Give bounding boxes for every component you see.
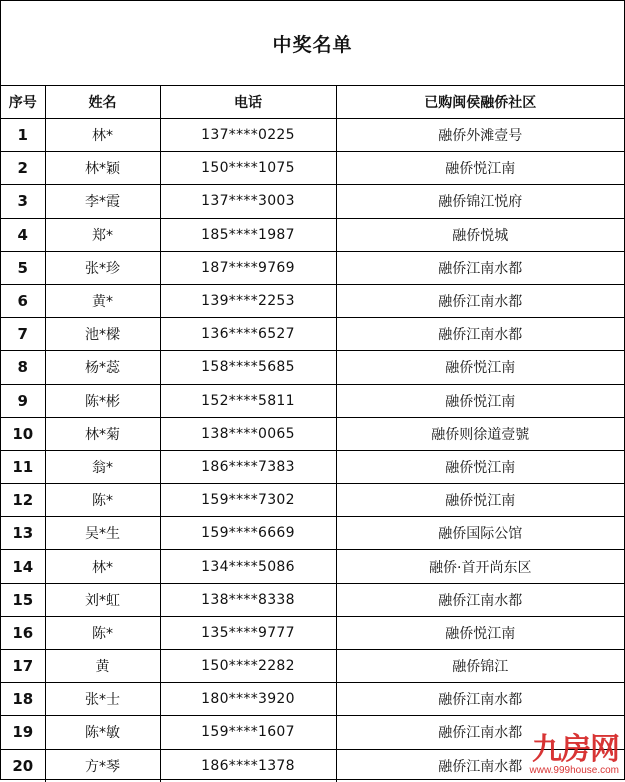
row-name: 吴*生 xyxy=(45,517,160,550)
table-row xyxy=(1,650,624,683)
row-phone: 159****7302 xyxy=(160,484,336,517)
table-row xyxy=(1,450,624,483)
table-row xyxy=(1,583,624,616)
row-number: 7 xyxy=(1,318,45,351)
row-community: 融侨悦江南 xyxy=(336,484,624,517)
row-phone: 137****0225 xyxy=(160,119,336,152)
row-phone: 159****6669 xyxy=(160,517,336,550)
row-name: 张*珍 xyxy=(45,251,160,284)
row-name: 林*颖 xyxy=(45,152,160,185)
row-number: 10 xyxy=(1,417,45,450)
row-community: 融侨江南水都 xyxy=(336,716,624,749)
row-number: 18 xyxy=(1,683,45,716)
row-number: 11 xyxy=(1,450,45,483)
row-number: 4 xyxy=(1,218,45,251)
row-phone: 152****5811 xyxy=(160,384,336,417)
table-row xyxy=(1,550,624,583)
row-community: 融侨外滩壹号 xyxy=(336,119,624,152)
table-body xyxy=(1,119,624,782)
row-number: 19 xyxy=(1,716,45,749)
row-name: 翁* xyxy=(45,450,160,483)
row-number: 2 xyxy=(1,152,45,185)
row-phone: 134****5086 xyxy=(160,550,336,583)
row-name: 陈*敏 xyxy=(45,716,160,749)
row-community: 融侨·首开尚东区 xyxy=(336,550,624,583)
row-community: 融侨江南水都 xyxy=(336,251,624,284)
row-community: 融侨悦江南 xyxy=(336,450,624,483)
row-number: 16 xyxy=(1,616,45,649)
row-phone: 150****2282 xyxy=(160,650,336,683)
header-name: 姓名 xyxy=(45,86,160,119)
row-community: 融侨江南水都 xyxy=(336,583,624,616)
row-community: 融侨江南水都 xyxy=(336,284,624,317)
row-name: 林* xyxy=(45,119,160,152)
row-number: 20 xyxy=(1,749,45,782)
row-phone: 139****2253 xyxy=(160,284,336,317)
row-name: 池*樑 xyxy=(45,318,160,351)
row-name: 郑* xyxy=(45,218,160,251)
row-community: 融侨锦江悦府 xyxy=(336,185,624,218)
row-phone: 158****5685 xyxy=(160,351,336,384)
row-name: 黄 xyxy=(45,650,160,683)
table-row xyxy=(1,318,624,351)
row-phone: 186****7383 xyxy=(160,450,336,483)
row-phone: 185****1987 xyxy=(160,218,336,251)
table-row xyxy=(1,251,624,284)
row-phone: 137****3003 xyxy=(160,185,336,218)
table-row xyxy=(1,284,624,317)
row-name: 陈* xyxy=(45,484,160,517)
row-community: 融侨国际公馆 xyxy=(336,517,624,550)
row-community: 融侨江南水都 xyxy=(336,683,624,716)
header-phone: 电话 xyxy=(160,86,336,119)
row-name: 杨*蕊 xyxy=(45,351,160,384)
row-number: 12 xyxy=(1,484,45,517)
row-number: 6 xyxy=(1,284,45,317)
row-number: 1 xyxy=(1,119,45,152)
row-community: 融侨悦城 xyxy=(336,218,624,251)
row-phone: 159****1607 xyxy=(160,716,336,749)
row-community: 融侨悦江南 xyxy=(336,616,624,649)
row-community: 融侨江南水都 xyxy=(438,758,523,775)
row-phone: 186****1378 xyxy=(160,749,336,782)
page-title: 中奖名单 xyxy=(1,1,624,86)
row-number: 15 xyxy=(1,583,45,616)
row-phone: 136****6527 xyxy=(160,318,336,351)
table-row xyxy=(1,218,624,251)
row-name: 陈* xyxy=(45,616,160,649)
row-phone: 138****8338 xyxy=(160,583,336,616)
row-phone: 135****9777 xyxy=(160,616,336,649)
row-number: 14 xyxy=(1,550,45,583)
table-row xyxy=(1,185,624,218)
row-number: 9 xyxy=(1,384,45,417)
table-row xyxy=(1,384,624,417)
watermark-brand: 九房网 xyxy=(532,732,619,767)
table-row xyxy=(1,749,624,782)
row-community: 融侨则徐道壹號 xyxy=(336,417,624,450)
winner-table xyxy=(1,86,624,782)
row-name: 林*菊 xyxy=(45,417,160,450)
row-name: 刘*虹 xyxy=(45,583,160,616)
row-number: 8 xyxy=(1,351,45,384)
row-number: 13 xyxy=(1,517,45,550)
table-row xyxy=(1,716,624,749)
watermark-url: www.999house.com xyxy=(529,765,619,776)
row-community: 融侨悦江南 xyxy=(336,152,624,185)
row-name: 陈*彬 xyxy=(45,384,160,417)
table-header-row xyxy=(1,86,624,119)
row-number: 3 xyxy=(1,185,45,218)
row-name: 方*琴 xyxy=(45,749,160,782)
table-row xyxy=(1,119,624,152)
row-phone: 180****3920 xyxy=(160,683,336,716)
table-row xyxy=(1,484,624,517)
table-row xyxy=(1,351,624,384)
row-name: 林* xyxy=(45,550,160,583)
table-row xyxy=(1,517,624,550)
row-name: 张*士 xyxy=(45,683,160,716)
header-number: 序号 xyxy=(1,86,45,119)
table-row xyxy=(1,683,624,716)
row-community: 融侨悦江南 xyxy=(336,384,624,417)
row-name: 黄* xyxy=(45,284,160,317)
row-community: 融侨悦江南 xyxy=(336,351,624,384)
row-phone: 187****9769 xyxy=(160,251,336,284)
table-row xyxy=(1,616,624,649)
table-row xyxy=(1,152,624,185)
row-name: 李*霞 xyxy=(45,185,160,218)
row-phone: 150****1075 xyxy=(160,152,336,185)
row-number: 5 xyxy=(1,251,45,284)
row-community: 融侨锦江 xyxy=(336,650,624,683)
table-row xyxy=(1,417,624,450)
row-community: 融侨江南水都 xyxy=(336,318,624,351)
row-number: 17 xyxy=(1,650,45,683)
row-phone: 138****0065 xyxy=(160,417,336,450)
header-community: 已购闽侯融侨社区 xyxy=(336,86,624,119)
